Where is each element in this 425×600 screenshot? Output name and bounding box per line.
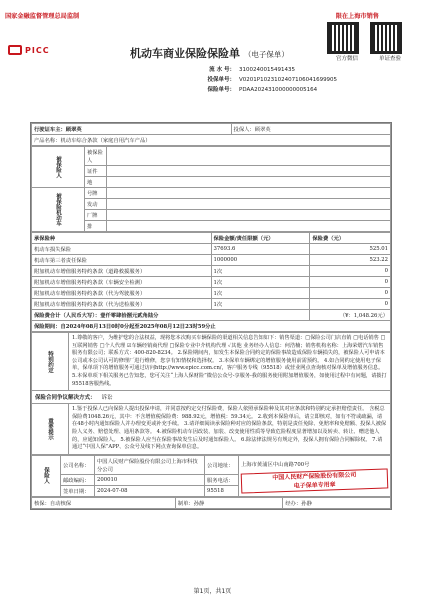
policy-sheet (30, 122, 392, 510)
qr-caption: 单证查验 (378, 56, 401, 62)
premium-total-label: 保险费合计（人民币大写）：壹仟零肆拾捌元贰角陆分 (32, 310, 310, 321)
table-row: 附加机动车增值服务特约条款（代为送检服务） 1次 0 (32, 299, 391, 310)
insured-value (107, 147, 391, 166)
staff-row (31, 497, 391, 509)
page-footer: 第1页，共1页 (193, 588, 232, 595)
insured-row-label: 被保险人 (85, 147, 107, 166)
insurer-key: 服务电话： (205, 474, 239, 485)
insurer-key: 公司名称： (61, 455, 95, 474)
notice-label: 重要提示 (32, 404, 69, 455)
address-value (107, 177, 391, 188)
dispute-row: 保险合同争议解决方式： 诉讼 (32, 391, 391, 404)
table-row: 附加机动车增值服务特约条款（代为驾驶服务） 1次 0 (32, 288, 391, 299)
insurer-address-cell (239, 455, 391, 496)
underwriting: 核保：自动核保 (32, 497, 176, 508)
supervisor-header: 国家金融监督管理总局监制 (5, 13, 80, 20)
special-terms-text: 1.尊敬的客户，为维护您的合法权益，现将您本次购买车辆保险的渠道相关信息告知如下：销售渠道：□保险公司门店直销 □电话销售 □互联网销售 □个人代理 ☑车辆经销商代理 □保险专业中介机构代理 ✓其他 业务经办人信息：何浩楠；销售机构名称：上海荣熠汽车销售服务有限公司；联系方式：400-820-8234。 2.保险期间内，如发生本保险合同约定的保险事故造成保险车辆损失的，被保险人可申请本公司或本公司认可的修理厂进行维修，您享有知情权和选择权。 3.本保单车辆绑定的增值服务使用前需预约。 4.如合同约定使用电子保单，保单项下的增值服务可通过访问http://www.epicc.com.cn/，客户服务专线（95518）或营业网点查询核对保单及增值服务信息。 5.本保单项下相关服务已告知您，您可关注“上海人保财险”微信公众号-享服务-我的服务使用附加增值服务，如使用过程中有问题，请拨打95518客服热线。 (69, 333, 391, 391)
table-row: 机动车损失保险 37693.6 525.01 (32, 244, 391, 255)
sign-date: 2024-07-08 (95, 485, 205, 496)
maker: 制单：孙静 (175, 497, 283, 508)
vehicle-row-label: 号牌 (85, 188, 107, 199)
policy-meta (195, 65, 355, 95)
company-logo-text: PICC (25, 46, 50, 55)
special-terms-label: 特别约定 (32, 333, 69, 391)
qr-verify (370, 22, 410, 62)
official-seal: 中国人民财产保险股份有限公司 电子保单专用章 (241, 469, 389, 494)
region-header: 限在上海市销售 (335, 13, 379, 20)
table-row: 附加机动车增值服务特约条款（道路救援服务） 1次 0 (32, 266, 391, 277)
insurer-key: 邮政编码： (61, 474, 95, 485)
insured-row-label: 证件 (85, 166, 107, 177)
vehicle-row-label: 厂牌 (85, 210, 107, 221)
meta-serial: 流 水 号： 3100240015491435 (209, 67, 295, 73)
insurer-company: 中国人民财产保险股份有限公司上海市科技分公司 (95, 455, 205, 474)
table-row: 附加机动车增值服务特约条款（车辆安全检测） 1次 0 (32, 277, 391, 288)
insured-section-label: 被保险人 (32, 147, 85, 188)
coverage-col-header: 保险费（元） (310, 233, 391, 244)
id-value (107, 166, 391, 177)
insurer-key: 签单日期： (61, 485, 95, 496)
insured-row-label: 地 (85, 177, 107, 188)
meta-application: 投保单号： V0201P1023102407106041699905 (207, 77, 338, 83)
insurer-postcode: 200010 (95, 474, 205, 485)
coverage-col-header: 承保险种 (32, 233, 212, 244)
displacement-value (107, 221, 391, 232)
insurer-label: 保险人 (32, 455, 61, 496)
product-field: 产品名称：机动车综合条款（家庭自用汽车产品） (32, 135, 391, 146)
handler: 经办：孙静 (283, 497, 391, 508)
table-row: 机动车第三者责任保险 1000000 523.22 (32, 255, 391, 266)
insurer-address: 上海市黄浦区中山南路700号 (241, 462, 310, 469)
vehicle-section-label: 被保险机动车 (32, 188, 85, 232)
notice-text: 1.鉴于投保人已向保险人提出投保申请，并同意按约定交付保险费，保险人依照承保险种及其对应条款和特别约定承担赔偿责任。 含税总保险费1048.26元，其中：不含增值税保险费：988.92元，增值税：59.34元。 2.收到本保险单后，请立即核对，如有不符或疏漏，请在48小时内通知保险人并办理变更或补充手续。 3.请详细阅读承保险种对应的保险条款，特别是责任免除、免赔率和免赔额、投保人被保险人义务、赔偿处理、通用条款等。 4.被保险机动车因改装、加装、改变使用性质等导致危险程度显著增加以及转卖、转让、赠送他人的，应通知保险人。 5.被保险人应当在保险事故发生后及时通知保险人。 6.除法律法规另有规定外，投保人拥有保险合同解除权。 7.请通过“中国人保”APP、公众号及线下网点查询保单信息。 (69, 404, 391, 455)
vehicle-row-label: 发动 (85, 199, 107, 210)
qr-code-icon (370, 22, 402, 54)
insurance-period: 保险期间：自2024年08月13日0时0分起至2025年08月12日23时59分止 (32, 321, 391, 332)
document-title: 机动车商业保险保险单 （电子保单） (130, 47, 289, 60)
meta-policy: 保险单号： PDAA202431000000005164 (207, 87, 318, 93)
owner-field: 行驶证车主：顾翠英 (32, 124, 232, 135)
company-logo-icon (8, 45, 22, 55)
plate-value (107, 188, 391, 199)
qr-wechat (327, 22, 367, 62)
coverage-table (31, 232, 391, 332)
qr-code-icon (327, 22, 359, 54)
qr-caption: 官方微信 (335, 56, 358, 62)
insurer-table (31, 455, 391, 497)
brand-value (107, 210, 391, 221)
vehicle-row-label: 排 (85, 221, 107, 232)
premium-total-value: （¥：1,048.26元） (310, 310, 391, 321)
insurer-key: 公司地址： (205, 455, 239, 474)
service-phone: 95518 (205, 485, 239, 496)
engine-value (107, 199, 391, 210)
coverage-col-header: 保险金额/责任限额（元） (211, 233, 310, 244)
applicant-field: 投保人：顾翠英 (231, 124, 390, 135)
